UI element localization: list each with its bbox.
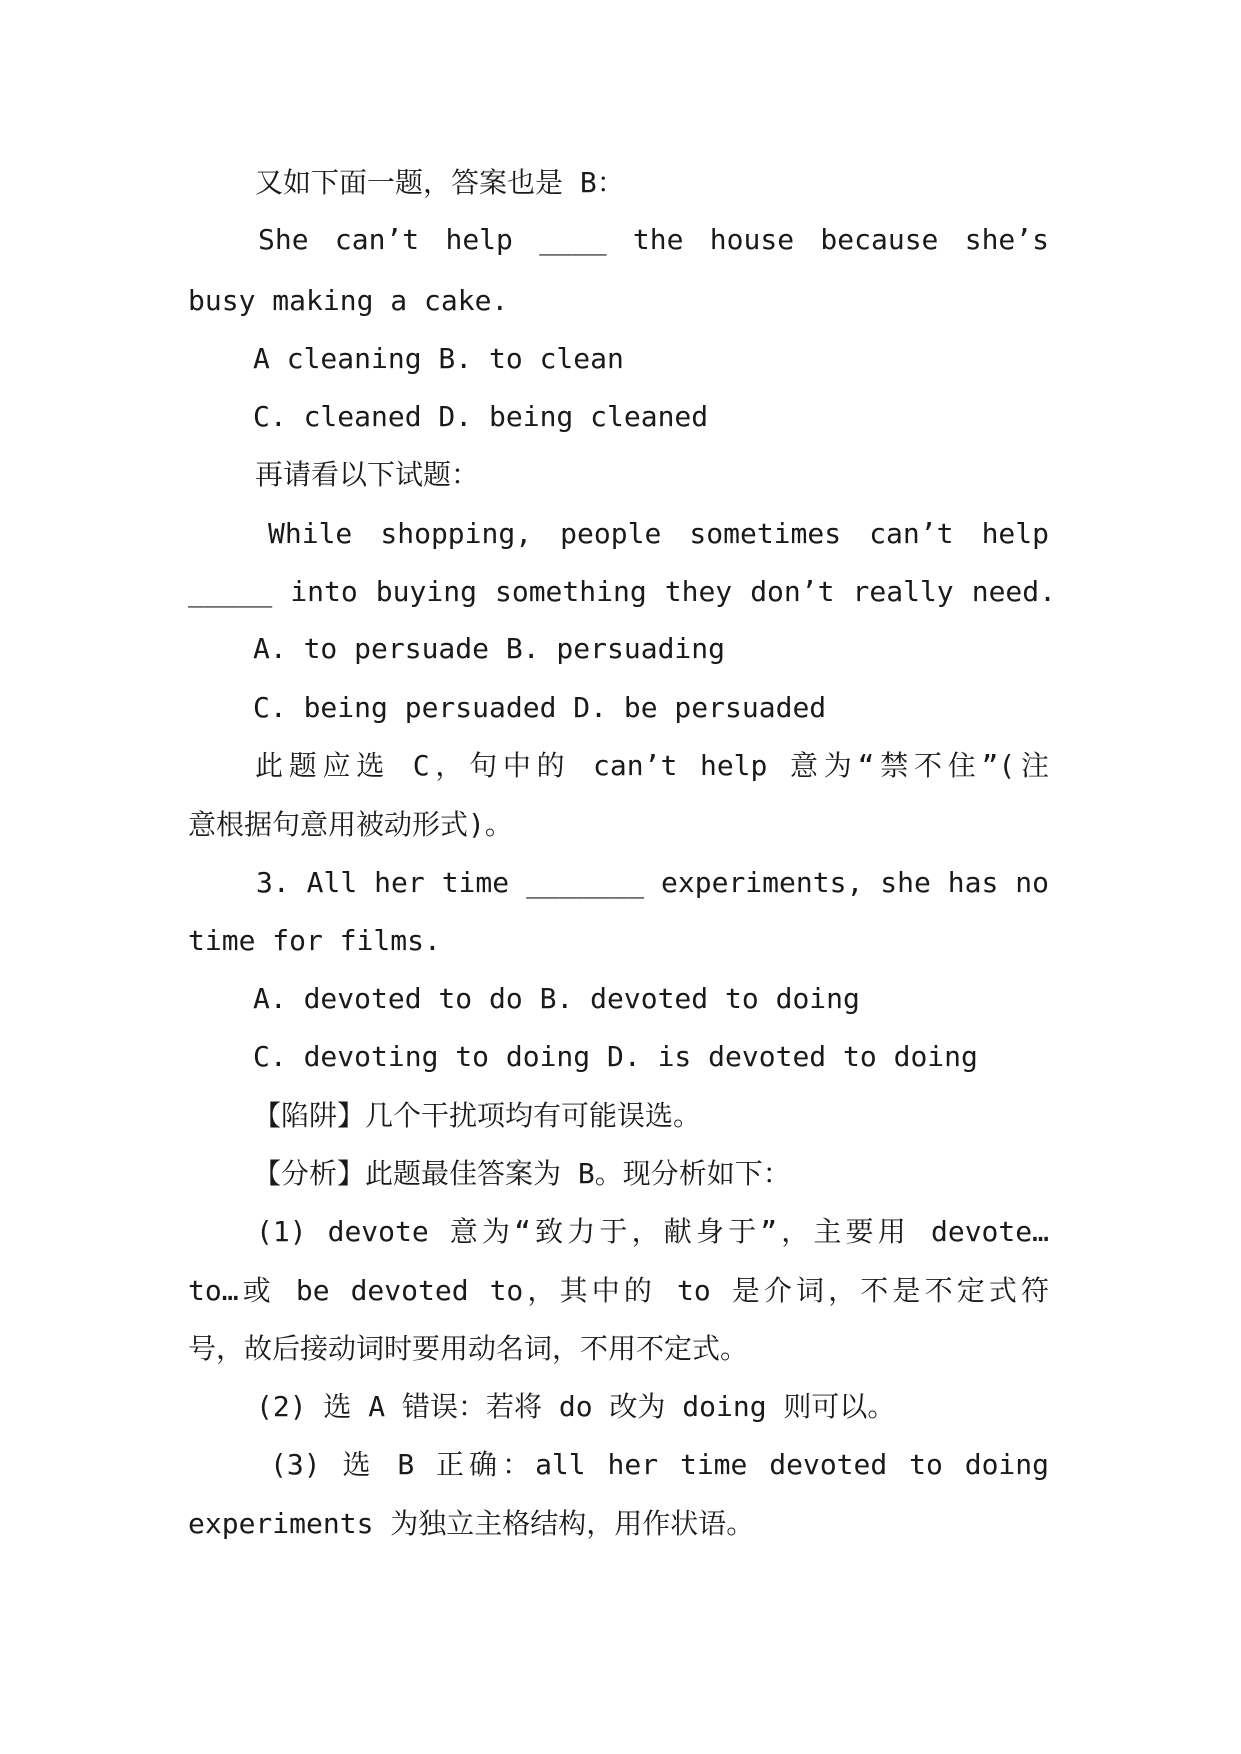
text-line: 再请看以下试题： [255,458,480,491]
text-line: A. devoted to do B. devoted to doing [253,982,860,1015]
text-line: time for films. [188,924,441,957]
text-line: 3. All her time _______ experiments, she has no [256,866,1049,899]
text-line: (2) 选 A 错误：若将 do 改为 doing 则可以。 [256,1390,896,1423]
text-line: C. devoting to doing D. is devoted to doing [253,1040,978,1073]
text-line: (3) 选 B 正确：all her time devoted to doing [270,1448,1049,1481]
text-line: A cleaning B. to clean [253,342,624,375]
text-line: to…或 be devoted to，其中的 to 是介词，不是不定式符 [188,1274,1049,1307]
text-line: busy making a cake. [188,284,509,317]
text-line: 又如下面一题，答案也是 B： [255,166,625,199]
text-line: (1) devote 意为“致力于，献身于”，主要用 devote… [256,1215,1049,1248]
text-line: 【分析】此题最佳答案为 B。现分析如下： [253,1157,791,1190]
text-line: While shopping, people sometimes can’t help [268,517,1049,550]
text-line: _____ into buying something they don’t really need. [188,575,1056,608]
text-line: 意根据句意用被动形式)。 [188,808,513,841]
text-line: C. being persuaded D. be persuaded [253,691,827,724]
text-line: 此题应选 C，句中的 can’t help 意为“禁不住”(注 [255,749,1049,782]
text-line: experiments 为独立主格结构，用作状语。 [188,1507,755,1540]
text-line: 号，故后接动词时要用动名词，不用不定式。 [188,1332,749,1365]
text-line: She can’t help ____ the house because she’s [258,223,1049,256]
text-line: A. to persuade B. persuading [253,632,726,665]
text-line: 【陷阱】几个干扰项均有可能误选。 [253,1099,702,1132]
text-line: C. cleaned D. being cleaned [253,400,709,433]
